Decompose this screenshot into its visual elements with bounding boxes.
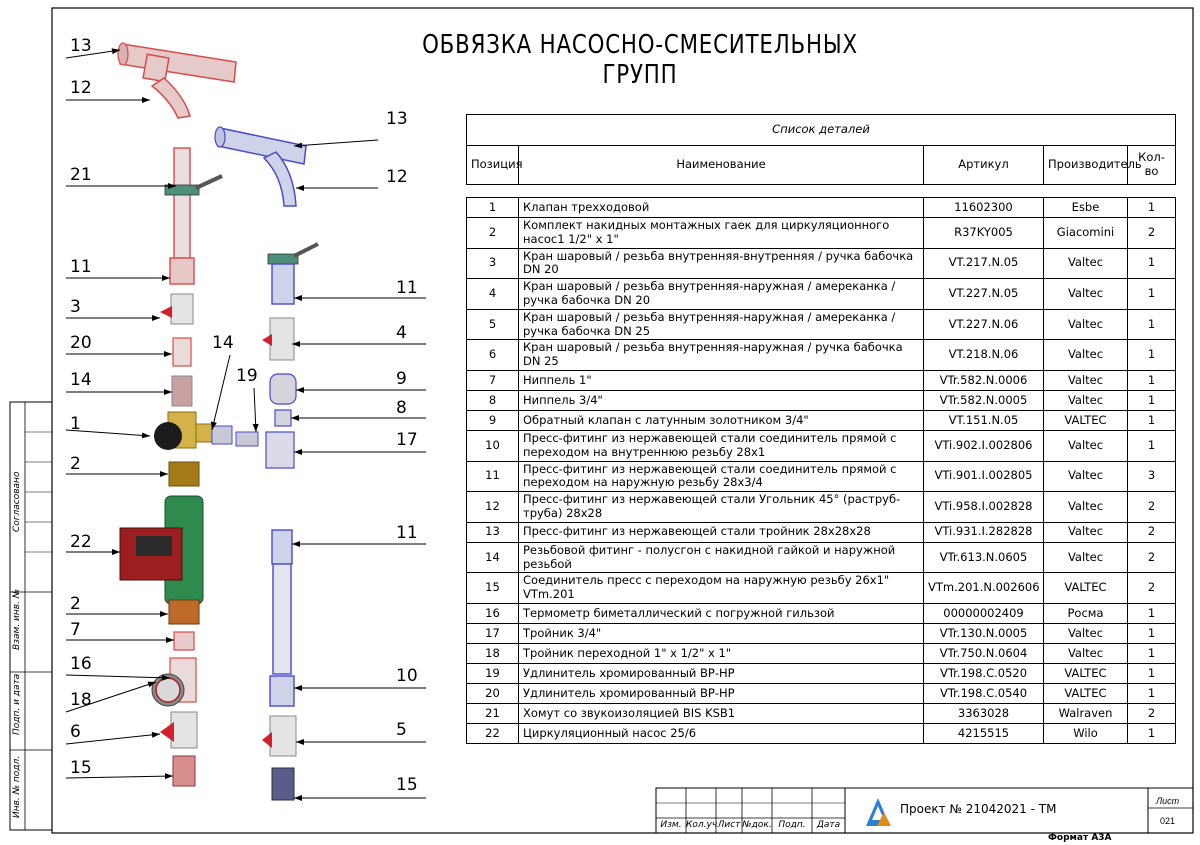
callout-label: 14 [70,370,92,390]
format-label: Формат А3А [1048,833,1112,843]
title-block-column: Подп. [778,820,806,830]
cell-qty: 1 [1128,723,1176,743]
cell-qty: 1 [1128,410,1176,430]
callout-label: 11 [396,278,418,298]
supply-line-assembly [118,43,258,786]
cell-pos: 2 [467,218,519,249]
cell-qty: 1 [1128,390,1176,410]
table-row [467,723,1176,743]
cell-article: VTr.582.N.0005 [924,390,1044,410]
callout-label: 3 [70,297,81,317]
leader-arrowhead [292,541,300,547]
callout-label: 16 [70,654,92,674]
cell-pos: 9 [467,410,519,430]
press-adapter-10 [270,676,294,706]
column-header: Позиция [467,146,519,185]
cell-pos: 22 [467,723,519,743]
tee-with-thermometer [152,658,196,706]
cell-qty: 2 [1128,573,1176,604]
leader-arrowhead [166,637,174,643]
cell-maker: Giacomini [1044,218,1128,249]
cell-name: Хомут со звукоизоляцией BIS KSB1 [519,703,924,723]
cell-pos: 13 [467,522,519,542]
cell-pos: 12 [467,492,519,523]
cell-name: Соединитель пресс с переходом на наружную резьбу 26x1" VTm.201 [519,573,924,604]
callout-label: 15 [396,775,418,795]
leader-line [66,675,170,678]
press-tee-supply [118,43,236,82]
callout-label: 6 [70,722,81,742]
union-nut-2-top [169,462,199,486]
callout-label: 17 [396,430,418,450]
page-title: ОБВЯЗКА НАСОСНО-СМЕСИТЕЛЬНЫХ ГРУПП [422,30,858,90]
cell-name: Удлинитель хромированный ВР-НР [519,663,924,683]
tee-17 [266,432,294,468]
cell-qty: 2 [1128,703,1176,723]
column-header: Наименование [519,146,924,185]
leader-arrowhead [152,732,160,738]
column-header: Кол-во [1128,146,1176,185]
callout-label: 7 [70,620,81,640]
table-row [467,340,1176,371]
cell-article: 4215515 [924,723,1044,743]
cell-pos: 1 [467,198,519,218]
cell-qty: 1 [1128,340,1176,371]
table-row [467,663,1176,683]
cell-qty: 1 [1128,198,1176,218]
callout-label: 19 [236,366,258,386]
leader-arrowhead [142,97,150,103]
cell-pos: 11 [467,461,519,492]
leader-arrowhead [296,387,304,393]
leader-arrowhead [152,315,160,321]
cell-maker: VALTEC [1044,663,1128,683]
cell-name: Тройник 3/4" [519,623,924,643]
cell-article: VTi.901.I.002805 [924,461,1044,492]
cell-name: Циркуляционный насос 25/6 [519,723,924,743]
cell-article: VTr.198.C.0540 [924,683,1044,703]
leader-arrowhead [294,295,302,301]
cell-pos: 3 [467,248,519,279]
cell-article: 11602300 [924,198,1044,218]
cell-article: VTi.931.I.282828 [924,522,1044,542]
callout-label: 12 [386,167,408,187]
cell-qty: 1 [1128,643,1176,663]
cell-qty: 1 [1128,603,1176,623]
table-row [467,279,1176,310]
cell-article: VTr.613.N.0605 [924,542,1044,573]
three-way-valve-1 [154,412,214,450]
cell-pos: 6 [467,340,519,371]
return-pipe-lower [273,564,291,674]
cell-pos: 21 [467,703,519,723]
title-block-column: Кол.уч [686,820,718,830]
callout-label: 11 [396,523,418,543]
leader-arrowhead [296,185,304,191]
cell-article: VTr.582.N.0006 [924,370,1044,390]
cell-maker: Valtec [1044,309,1128,340]
cell-pos: 17 [467,623,519,643]
title-block-column: №док. [742,820,772,830]
cell-article: VTi.902.I.002806 [924,430,1044,461]
callout-label: 5 [396,720,407,740]
cell-maker: Росма [1044,603,1128,623]
cell-article: VT.151.N.05 [924,410,1044,430]
cell-qty: 1 [1128,430,1176,461]
leader-lines [66,48,426,801]
cell-name: Пресс-фитинг из нержавеющей стали тройник 28x28x28 [519,522,924,542]
callout-label: 4 [396,323,407,343]
callout-label: 22 [70,532,92,552]
ball-valve-6 [160,712,197,748]
press-adapter-supply [170,258,194,284]
cell-qty: 2 [1128,492,1176,523]
callout-label: 20 [70,333,92,353]
title-block-column: Изм. [660,820,682,830]
cell-name: Кран шаровый / резьба внутренняя-наружная / амереканка / ручка бабочка DN 25 [519,309,924,340]
table-row [467,542,1176,573]
supply-pipe-upper [174,148,190,258]
pipe-clamp-return [268,244,318,264]
callout-label: 12 [70,78,92,98]
cell-qty: 1 [1128,370,1176,390]
check-valve-9 [270,374,296,404]
table-row [467,492,1176,523]
leader-arrowhead [291,415,299,421]
table-row [467,683,1176,703]
table-row [467,603,1176,623]
table-caption: Список деталей [467,115,1176,146]
table-row [467,410,1176,430]
press-tee-return [215,127,306,164]
side-stamp-label: Согласовано [12,471,22,532]
cell-article: 3363028 [924,703,1044,723]
table-row [467,248,1176,279]
cell-maker: Valtec [1044,279,1128,310]
cell-pos: 14 [467,542,519,573]
cell-pos: 4 [467,279,519,310]
leader-arrowhead [112,549,120,555]
union-nut-2-bottom [169,600,199,624]
cell-pos: 5 [467,309,519,340]
callout-label: 8 [396,398,407,418]
callout-label: 18 [70,690,92,710]
cell-maker: Valtec [1044,430,1128,461]
nipple-7 [174,632,194,650]
ball-valve-4 [262,318,294,360]
cell-name: Тройник переходной 1" x 1/2" x 1" [519,643,924,663]
cell-name: Пресс-фитинг из нержавеющей стали соединитель прямой с переходом на внутреннюю резьбу 28x1 [519,430,924,461]
callout-label: 2 [70,594,81,614]
cell-name: Удлинитель хромированный ВР-НР [519,683,924,703]
table-row [467,218,1176,249]
cell-qty: 1 [1128,279,1176,310]
press-adapter-15-supply [173,756,195,786]
cell-pos: 18 [467,643,519,663]
cell-name: Ниппель 1" [519,370,924,390]
press-adapter-15-return [272,768,294,800]
union-14 [172,376,192,406]
leader-arrowhead [164,389,172,395]
table-row [467,430,1176,461]
cell-name: Комплект накидных монтажных гаек для циркуляционного насос1 1/2" x 1" [519,218,924,249]
cell-name: Пресс-фитинг из нержавеющей стали Угольник 45° (раструб-труба) 28x28 [519,492,924,523]
cell-qty: 1 [1128,623,1176,643]
callout-label: 13 [70,36,92,56]
cell-pos: 19 [467,663,519,683]
ball-valve-5 [262,716,296,756]
cell-name: Кран шаровый / резьба внутренняя-наружная / амереканка / ручка бабочка DN 20 [519,279,924,310]
nipple-8 [275,410,291,426]
cell-maker: Valtec [1044,390,1128,410]
leader-arrowhead [162,275,170,281]
cell-pos: 8 [467,390,519,410]
circulation-pump [120,496,203,604]
table-row [467,370,1176,390]
cell-qty: 1 [1128,663,1176,683]
cell-qty: 1 [1128,248,1176,279]
cell-maker: Valtec [1044,340,1128,371]
leader-arrowhead [164,351,172,357]
cell-maker: Esbe [1044,198,1128,218]
cell-article: VTr.198.C.0520 [924,663,1044,683]
leader-arrowhead [296,739,304,745]
press-adapter-11-lower [272,530,292,564]
table-row [467,522,1176,542]
title-block-column: Лист [717,820,741,830]
cell-name: Кран шаровый / резьба внутренняя-внутренняя / ручка бабочка DN 20 [519,248,924,279]
cell-name: Кран шаровый / резьба внутренняя-наружная / ручка бабочка DN 25 [519,340,924,371]
cell-article: VTr.130.N.0005 [924,623,1044,643]
column-header: Артикул [924,146,1044,185]
leader-arrowhead [294,449,302,455]
table-row [467,309,1176,340]
union-14-mid [212,426,232,444]
cell-qty: 2 [1128,522,1176,542]
table-row [467,623,1176,643]
cell-article: VTm.201.N.002606 [924,573,1044,604]
callout-label: 10 [396,666,418,686]
cell-maker: Valtec [1044,542,1128,573]
leader-line [212,355,230,430]
table-row [467,461,1176,492]
cell-qty: 1 [1128,683,1176,703]
parts-list-table [466,114,1175,744]
press-elbow-supply [152,78,190,118]
cell-maker: Wilo [1044,723,1128,743]
cell-name: Резьбовой фитинг - полусгон с накидной гайкой и наружной резьбой [519,542,924,573]
leader-arrowhead [294,795,302,801]
callout-label: 13 [386,109,408,129]
callout-label: 1 [70,414,81,434]
press-adapter-11-return [272,264,294,304]
ball-valve-3 [160,294,193,324]
leader-arrowhead [253,424,259,432]
cell-article: VTr.750.N.0604 [924,643,1044,663]
callout-label: 2 [70,454,81,474]
leader-line [294,140,378,146]
column-header: Производитель [1044,146,1128,185]
cell-pos: 15 [467,573,519,604]
cell-article: VTi.958.I.002828 [924,492,1044,523]
cell-maker: VALTEC [1044,410,1128,430]
cell-article: VT.227.N.05 [924,279,1044,310]
cell-maker: VALTEC [1044,683,1128,703]
cell-maker: Valtec [1044,370,1128,390]
cell-maker: Valtec [1044,248,1128,279]
callout-label: 21 [70,165,92,185]
cell-qty: 2 [1128,542,1176,573]
cell-article: VT.218.N.06 [924,340,1044,371]
cell-maker: VALTEC [1044,573,1128,604]
leader-arrowhead [165,773,173,779]
cell-maker: Valtec [1044,643,1128,663]
cell-article: 00000002409 [924,603,1044,623]
sheet-number: 021 [1160,816,1176,826]
sheet-label: Лист [1156,796,1180,806]
cell-qty: 2 [1128,218,1176,249]
cell-article: VT.217.N.05 [924,248,1044,279]
cell-maker: Walraven [1044,703,1128,723]
callout-label: 14 [212,333,234,353]
project-number: Проект № 21042021 - ТМ [900,802,1057,816]
callout-label: 9 [396,369,407,389]
leader-arrowhead [160,471,168,477]
table-row [467,390,1176,410]
cell-name: Обратный клапан с латунным золотником 3/4" [519,410,924,430]
side-stamp-label: Взам. инв. № [12,588,22,650]
company-logo-icon [866,798,891,826]
cell-article: R37KY005 [924,218,1044,249]
return-line-assembly [215,127,318,800]
table-row [467,198,1176,218]
leader-arrowhead [160,611,168,617]
cell-maker: Valtec [1044,492,1128,523]
title-block-column: Дата [816,820,841,830]
cell-maker: Valtec [1044,461,1128,492]
cell-article: VT.227.N.06 [924,309,1044,340]
callout-label: 11 [70,257,92,277]
cell-name: Термометр биметаллический с погружной гильзой [519,603,924,623]
side-stamp-label: Инв. № подл. [12,755,22,818]
table-row [467,643,1176,663]
side-stamp-label: Подп. и дата [12,673,22,735]
cell-maker: Valtec [1044,623,1128,643]
leader-arrowhead [294,685,302,691]
cell-pos: 20 [467,683,519,703]
callout-label: 15 [70,758,92,778]
cell-name: Клапан трехходовой [519,198,924,218]
cell-name: Ниппель 3/4" [519,390,924,410]
table-row [467,573,1176,604]
cell-pos: 16 [467,603,519,623]
cell-maker: Valtec [1044,522,1128,542]
cell-pos: 7 [467,370,519,390]
extender-19 [236,432,258,446]
table-row [467,703,1176,723]
cell-qty: 3 [1128,461,1176,492]
extender-20 [173,338,191,366]
cell-pos: 10 [467,430,519,461]
cell-name: Пресс-фитинг из нержавеющей стали соединитель прямой с переходом на наружную резьбу 28x3/4 [519,461,924,492]
cell-qty: 1 [1128,309,1176,340]
